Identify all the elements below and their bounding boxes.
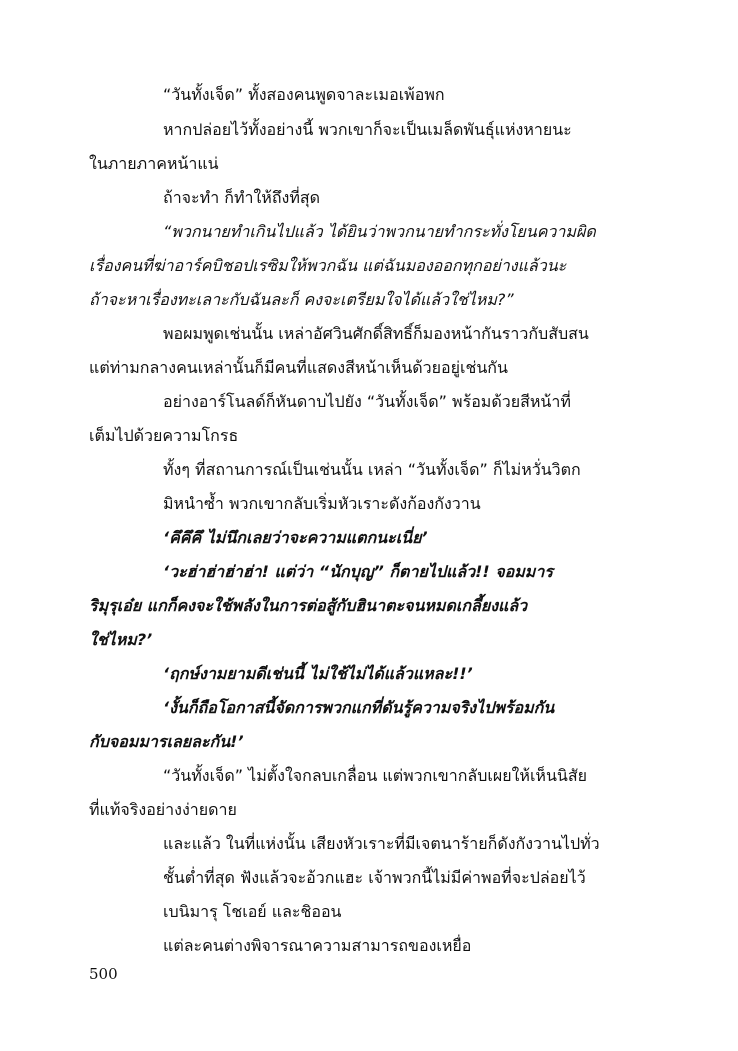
text-line-23: และแล้ว ในที่แห่งนั้น เสียงหัวเราะที่มีเจตนาร้ายก็ดังกังวานไปทั่ว	[163, 834, 600, 853]
text-line-24: ชั้นต่ำที่สุด ฟังแล้วจะอ้วกแฮะ เจ้าพวกนี้ไม่มีค่าพอที่จะปล่อยไว้	[163, 868, 586, 887]
text-line-25: เบนิมารุ โชเอย์ และชิออน	[163, 902, 342, 921]
text-line-13: มิหนำซ้ำ พวกเขากลับเริ่มหัวเราะดังก้องกังวาน	[163, 494, 481, 513]
text-line-2: หากปล่อยไว้ทั้งอย่างนี้ พวกเขาก็จะเป็นเมล็ดพันธุ์แห่งหายนะ	[163, 120, 572, 139]
text-line-11: เต็มไปด้วยความโกรธ	[89, 426, 239, 445]
text-line-22: ที่แท้จริงอย่างง่ายดาย	[89, 800, 237, 819]
text-line-10: อย่างอาร์โนลด์ก็หันดาบไปยัง “วันทั้งเจ็ด” พร้อมด้วยสีหน้าที่	[163, 392, 571, 411]
text-line-9: แต่ท่ามกลางคนเหล่านั้นก็มีคนที่แสดงสีหน้าเห็นด้วยอยู่เช่นกัน	[89, 358, 508, 377]
text-line-21: “วันทั้งเจ็ด” ไม่ตั้งใจกลบเกลื่อน แต่พวกเขากลับเผยให้เห็นนิสัย	[163, 766, 587, 785]
text-line-17: ใช่ไหม?’	[89, 630, 153, 649]
text-line-8: พอผมพูดเช่นนั้น เหล่าอัศวินศักดิ์สิทธิ์ก็มองหน้ากันราวกับสับสน	[163, 324, 589, 343]
text-line-3: ในภายภาคหน้าแน่	[89, 154, 219, 173]
text-line-20: กับจอมมารเลยละกัน!’	[89, 732, 244, 751]
text-line-15: ‘วะฮ่าฮ่าฮ่าฮ่า! แต่ว่า “นักบุญ” ก็ตายไปแล้ว!! จอมมาร	[163, 562, 553, 581]
text-line-6: เรื่องคนที่ฆ่าอาร์คบิชอปเรซิมให้พวกฉัน แต่ฉันมองออกทุกอย่างแล้วนะ	[89, 256, 567, 275]
page-number: 500	[89, 965, 118, 983]
text-line-1: “วันทั้งเจ็ด” ทั้งสองคนพูดจาละเมอเพ้อพก	[163, 85, 445, 104]
text-line-4: ถ้าจะทำ ก็ทำให้ถึงที่สุด	[163, 188, 321, 207]
text-line-14: ‘คึคึคึ ไม่นึกเลยว่าจะความแตกนะเนี่ย’	[163, 528, 428, 547]
text-line-5: “พวกนายทำเกินไปแล้ว ได้ยินว่าพวกนายทำกระทั่งโยนความผิด	[163, 222, 596, 241]
text-line-16: ริมุรุเอ๋ย แกก็คงจะใช้พลังในการต่อสู้กับฮินาตะจนหมดเกลี้ยงแล้ว	[89, 596, 528, 615]
text-line-18: ‘ฤกษ์งามยามดีเช่นนี้ ไม่ใช้ไม่ได้แล้วแหละ!!’	[163, 664, 473, 683]
text-line-19: ‘งั้นก็ถือโอกาสนี้จัดการพวกแกที่ดันรู้ความจริงไปพร้อมกัน	[163, 698, 555, 717]
text-line-26: แต่ละคนต่างพิจารณาความสามารถของเหยื่อ	[163, 936, 472, 955]
text-line-7: ถ้าจะหาเรื่องทะเลาะกับฉันละก็ คงจะเตรียมใจได้แล้วใช่ไหม?”	[89, 290, 514, 309]
text-line-12: ทั้งๆ ที่สถานการณ์เป็นเช่นนั้น เหล่า “วันทั้งเจ็ด” ก็ไม่หวั่นวิตก	[163, 460, 581, 479]
